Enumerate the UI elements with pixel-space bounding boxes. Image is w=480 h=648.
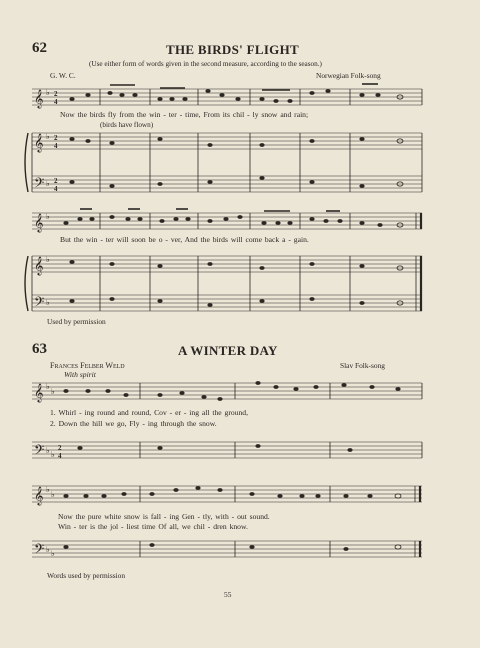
brace-62-2	[25, 256, 28, 311]
svg-text:♭: ♭	[46, 382, 50, 391]
svg-text:𝄢: 𝄢	[34, 541, 45, 560]
svg-text:𝄞: 𝄞	[34, 486, 44, 505]
performance-note: (Use either form of words given in the second measure, according to the season.)	[89, 60, 322, 68]
origin-credit: Slav Folk-song	[340, 361, 385, 370]
svg-text:♭: ♭	[51, 450, 55, 459]
svg-text:4: 4	[54, 98, 58, 106]
svg-text:♭: ♭	[46, 132, 50, 141]
svg-text:2: 2	[58, 444, 62, 452]
origin-credit: Norwegian Folk-song	[316, 71, 381, 80]
svg-text:𝄢: 𝄢	[34, 442, 45, 461]
svg-text:♭: ♭	[46, 212, 50, 221]
svg-text:2: 2	[54, 90, 58, 98]
staff-62-1-melody	[32, 89, 422, 105]
svg-text:𝄞: 𝄞	[34, 213, 44, 232]
svg-text:𝄞: 𝄞	[34, 256, 44, 275]
svg-text:♭: ♭	[46, 88, 50, 97]
svg-text:♭: ♭	[46, 485, 50, 494]
svg-text:𝄞: 𝄞	[34, 383, 44, 402]
lyric-line: Now the pure white snow is fall - ing Gen - tly, with - out sound.	[58, 512, 270, 521]
staff-63-2-melody	[32, 486, 422, 502]
svg-text:𝄢: 𝄢	[34, 294, 45, 313]
staff-62-2-melody	[32, 213, 422, 229]
treble-clef: 𝄞	[34, 89, 44, 108]
noteheads	[63, 89, 403, 551]
lyric-line: 2. Down the hill we go, Fly - ing through the snow.	[50, 419, 217, 428]
svg-text:♭: ♭	[51, 387, 55, 396]
svg-text:𝄞: 𝄞	[34, 133, 44, 152]
svg-text:2: 2	[54, 177, 58, 185]
svg-text:𝄢: 𝄢	[34, 175, 45, 194]
composer-credit: G. W. C.	[50, 71, 76, 80]
staff-62-2-treble	[32, 256, 422, 272]
svg-text:♭: ♭	[46, 179, 50, 188]
permission-note: Used by permission	[47, 317, 106, 326]
svg-text:♭: ♭	[46, 545, 50, 554]
staff-62-1-bass	[32, 176, 422, 192]
svg-text:4: 4	[58, 452, 62, 460]
brace-62-1	[25, 133, 28, 192]
song-title: A WINTER DAY	[178, 343, 278, 358]
composer-credit: Frances Felber Weld	[50, 361, 125, 370]
svg-text:4: 4	[54, 185, 58, 193]
lyric-line: 1. Whirl - ing round and round, Cov - er - ing all the ground,	[50, 408, 248, 417]
staff-63-2-bass	[32, 541, 422, 557]
staff-63-1-bass	[32, 442, 422, 458]
song-number: 62	[32, 40, 47, 56]
svg-text:♭: ♭	[46, 446, 50, 455]
svg-text:4: 4	[54, 142, 58, 150]
svg-text:♭: ♭	[51, 549, 55, 558]
svg-text:♭: ♭	[51, 490, 55, 499]
song-title: THE BIRDS' FLIGHT	[166, 42, 299, 57]
song-number: 63	[32, 341, 47, 357]
permission-note: Words used by permission	[47, 571, 126, 580]
lyric-line: Now the birds fly from the win - ter - time, From its chil - ly snow and rain;	[60, 110, 309, 119]
svg-text:♭: ♭	[46, 255, 50, 264]
page-number: 55	[224, 590, 232, 599]
tempo-marking: With spirit	[64, 370, 96, 379]
lyric-line: But the win - ter will soon be o - ver, And the birds will come back a - gain.	[60, 235, 309, 244]
lyric-line: Win - ter is the jol - liest time Of all, we chil - dren know.	[58, 522, 248, 531]
svg-text:♭: ♭	[46, 298, 50, 307]
alt-lyric: (birds have flown)	[100, 121, 154, 129]
svg-text:2: 2	[54, 134, 58, 142]
